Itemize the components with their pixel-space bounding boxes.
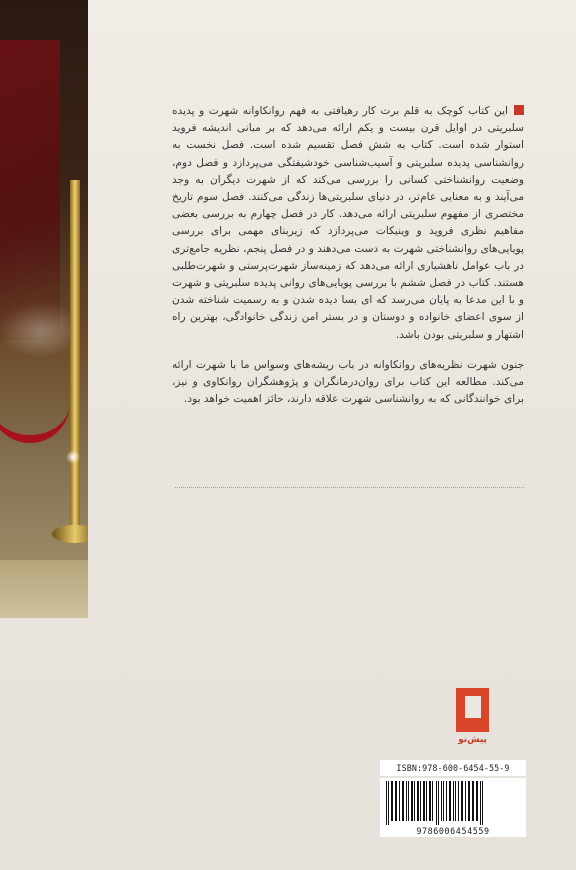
gold-stanchion-base	[52, 525, 88, 543]
barcode-bar	[432, 781, 433, 821]
barcode-bar	[472, 781, 474, 821]
description-paragraph-2: جنون شهرت نظریه‌های روانکاوانه در باب ریشه‌های وسواس ما با شهرت ارائه می‌کند. مطالعه این کتاب برای روان‌درمانگران و پژوهشگران روانکاوی و نیز، برای خوانندگانی که به روانشناسی شهرت علاقه دارند، حائز اهمیت خواهد بود.	[172, 358, 524, 406]
barcode-bar	[480, 781, 481, 825]
dotted-divider	[175, 487, 524, 488]
description-paragraph-1	[172, 103, 524, 344]
barcode-bar	[414, 781, 415, 821]
barcode-bar	[458, 781, 459, 821]
gold-stanchion-post	[70, 180, 80, 540]
book-description	[172, 103, 524, 408]
barcode-bar	[443, 781, 444, 821]
cover-photo-strip	[0, 0, 88, 618]
publisher-name: پیش‌نو	[458, 735, 487, 745]
barcode-bar	[417, 781, 419, 821]
barcode-bar	[441, 781, 442, 821]
barcode-bar	[438, 781, 439, 825]
red-curtain-decoration	[0, 40, 60, 340]
barcode-bar	[446, 781, 447, 821]
barcode-digits: 9786006454559	[380, 825, 526, 837]
barcode-bar	[461, 781, 463, 821]
isbn-label: ISBN:978-600-6454-55-9	[380, 760, 526, 776]
barcode-bar	[420, 781, 421, 821]
barcode-bar	[468, 781, 470, 821]
barcode-bar	[399, 781, 400, 821]
barcode-bar	[436, 781, 437, 825]
barcode-bar	[411, 781, 413, 821]
barcode-bar	[429, 781, 431, 821]
barcode-bar	[465, 781, 466, 821]
barcode-bar	[455, 781, 456, 821]
publisher-logo-icon	[456, 688, 489, 732]
camera-flash-sparkle	[66, 450, 80, 464]
floor-decoration	[0, 560, 88, 618]
barcode-bar	[395, 781, 397, 821]
red-velvet-rope	[0, 395, 70, 443]
barcode-bar	[406, 781, 407, 821]
description-paragraph-1-text: این کتاب کوچک به قلم برت کار رهیافتی به فهم روانکاوانه شهرت و پدیده سلبریتی در اوایل قرن بیست و یکم ارائه می‌دهد که بر مبانی اندیشه فروید استوار شده است. کتاب به شش فصل تقسیم شده است. فصل نخست به روانشناسی پدیده سلبریتی و آسیب‌شناسی خودشیفتگی می‌پردازد و فصل دوم، وضعیت روانشناختی کسانی را بررسی می‌کند که از شهرت دیگران به وجد می‌آیند و به معنایی عام‌تر، در دنیای سلبریتی‌ها زندگی می‌کنند. فصل سوم تاریخ مختصری از مفهوم سلبریتی ارائه می‌دهد. کار در فصل چهارم به بررسی بعضی مفاهیم نظری فروید و وینیکات می‌پردازد که زیربنای مهمی برای بررسی پویایی‌های روانشناختی شهرت به دست می‌دهند و در فصل پنجم، نظریه جامع‌تری در باب عوامل ناهشیاری ارائه می‌دهد که زمینه‌ساز شهرت‌پرستی و شهرت‌طلبی هستند. کتاب در فصل ششم با بررسی پویایی‌های روانی پدیده سلبریتی و شهرت و با این مدعا به پایان می‌رسد که ای بسا دیده شدن و به رسمیت شناخته شدن از سوی اعضای خانواده و دوستان و در بستر امن زندگی خانوادگی، بهترین راه اشتهار و سلبریتی بودن باشد.	[172, 105, 524, 341]
barcode-bar	[482, 781, 483, 825]
barcode-bar	[408, 781, 409, 821]
barcode-bar	[391, 781, 393, 821]
barcode-bar	[453, 781, 454, 821]
barcode-bar	[449, 781, 451, 821]
barcode-bar	[386, 781, 387, 825]
isbn-barcode	[380, 778, 526, 825]
barcode-bar	[476, 781, 478, 821]
red-square-bullet-icon	[514, 105, 524, 115]
barcode-bar	[423, 781, 425, 821]
barcode-bar	[402, 781, 404, 821]
barcode-bar	[388, 781, 389, 825]
barcode-bar	[426, 781, 427, 821]
